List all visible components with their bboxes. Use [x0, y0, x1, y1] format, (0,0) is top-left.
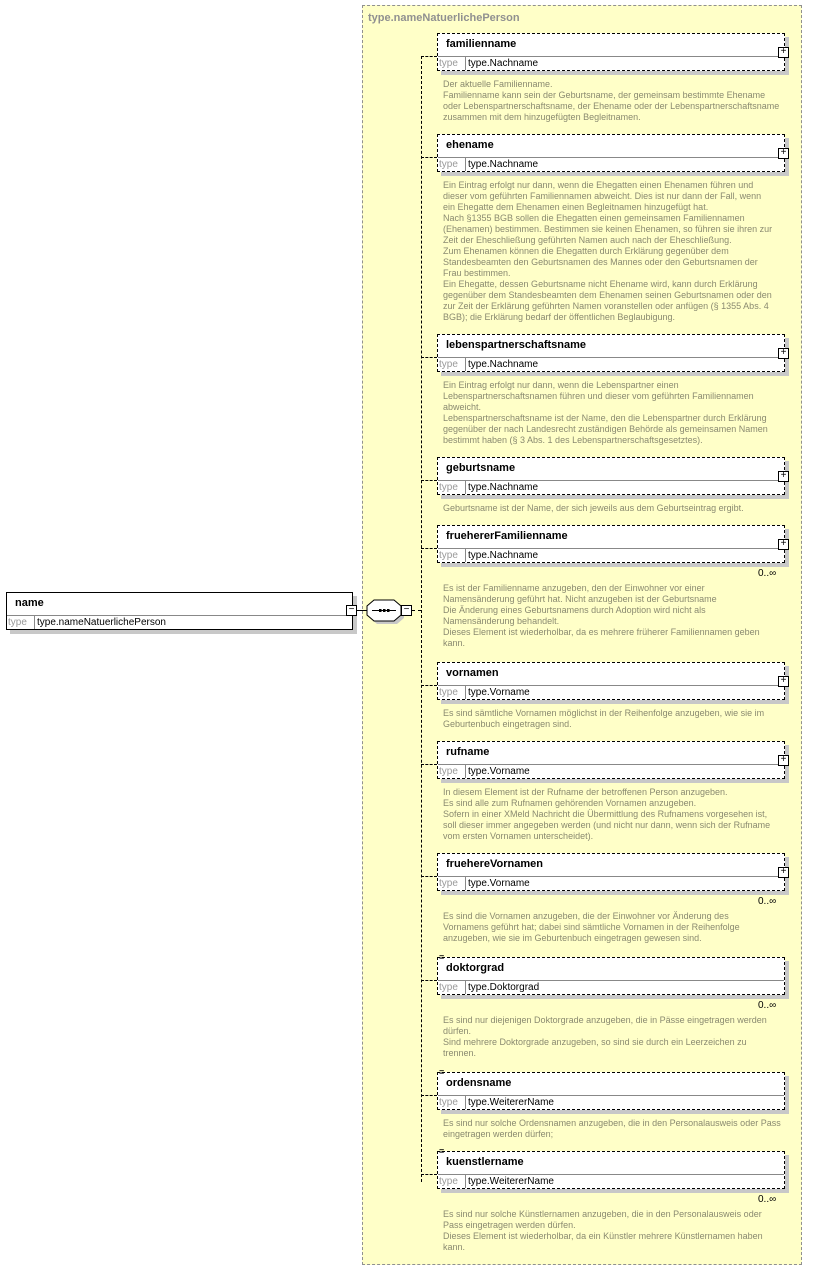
divider	[465, 480, 466, 494]
expand-plus-icon[interactable]: +	[778, 471, 789, 482]
element-documentation: Es sind nur solche Ordensnamen anzugeben, die in den Personalausweis oder Pass eingetragen werden dürfen;	[443, 1118, 781, 1139]
element-documentation: Es sind nur solche Künstlernamen anzugeben, die in den Personalausweis oder Pass eingetragen werden dürfen. Dieses Element ist wiederholbar, da ein Künstler mehrere Künstlernamen haben kann.	[443, 1209, 763, 1252]
type-value: type.Vorname	[468, 766, 530, 777]
collapse-minus-icon[interactable]: −	[346, 605, 357, 616]
type-label: type	[439, 159, 458, 170]
element-vornamen[interactable]	[437, 662, 785, 700]
divider	[438, 357, 784, 358]
element-name: fruehererFamilienname	[446, 530, 568, 542]
element-rufname[interactable]	[437, 741, 785, 779]
divider	[438, 1174, 784, 1175]
divider	[438, 980, 784, 981]
element-ordensname[interactable]	[437, 1067, 785, 1110]
type-label: type	[8, 617, 27, 628]
sequence-compositor-icon[interactable]	[366, 598, 406, 628]
type-label: type	[439, 58, 458, 69]
element-name: ehename	[446, 139, 494, 151]
type-label: type	[439, 1176, 458, 1187]
cardinality-label: 0..∞	[758, 568, 777, 579]
divider	[465, 764, 466, 778]
element-documentation: Ein Eintrag erfolgt nur dann, wenn die Ehegatten einen Ehenamen führen und dieser vom geführten Familiennamen abweicht. Dies ist nur dann der Fall, wenn ein Ehegatte dem Ehenamen einen Begleitnamen hinzugefügt hat. Nach §1355 BGB sollen die Ehegatten einen gemeinsamen Familiennamen (Ehenamen) bestimmen. Bestimmen sie keinen Ehenamen, so führen sie ihren zur Zeit der Eheschließung geführten Namen auch nach der Eheschließung. Zum Ehenamen können die Ehegatten durch Erklärung gegenüber dem Standesbeamten den Geburtsnamen des Mannes oder den Geburtsnamen der Frau bestimmen. Ein Ehegatte, dessen Geburtsname nicht Ehename wird, kann durch Erklärung gegenüber dem Standesbeamten dem Ehenamen seinen Geburtsnamen oder den zur Zeit der Erklärung geführten Namen voranstellen oder anfügen (§ 1355 Abs. 4 BGB); die Erklärung bedarf der öffentlichen Beglaubigung.	[443, 180, 773, 322]
divider	[465, 1174, 466, 1188]
divider	[465, 1095, 466, 1109]
divider	[438, 480, 784, 481]
element-name: ordensname	[446, 1077, 512, 1089]
divider	[438, 685, 784, 686]
type-value: type.Nachname	[468, 159, 539, 170]
type-label: type	[439, 687, 458, 698]
divider	[438, 764, 784, 765]
element-name: vornamen	[446, 667, 499, 679]
type-label: type	[439, 878, 458, 889]
type-label: type	[439, 766, 458, 777]
element-name: familienname	[446, 38, 517, 50]
divider	[438, 1095, 784, 1096]
type-value: type.WeitererName	[468, 1176, 554, 1187]
connector-line	[421, 1095, 437, 1096]
element-name: kuenstlername	[446, 1156, 524, 1168]
connector-line	[421, 764, 437, 765]
element-name: name	[15, 597, 44, 609]
connector-line	[421, 357, 437, 358]
expand-plus-icon[interactable]: +	[778, 148, 789, 159]
expand-plus-icon[interactable]: +	[778, 539, 789, 550]
element-name: doktorgrad	[446, 962, 505, 974]
type-value: type.Doktorgrad	[468, 982, 540, 993]
expand-plus-icon[interactable]: +	[778, 676, 789, 687]
documentation-lines-icon: ≡	[439, 952, 445, 962]
element-documentation: Geburtsname ist der Name, der sich jeweils aus dem Geburtseintrag ergibt.	[443, 503, 744, 513]
divider	[465, 548, 466, 562]
element-documentation: Es sind die Vornamen anzugeben, die der Einwohner vor Änderung des Vornamens geführt hat; dabei sind sämtliche Vornamen in der Reihenfolge anzugeben, wie sie im Geburtenbuch eingetragen gewesen sind.	[443, 911, 740, 943]
divider	[438, 548, 784, 549]
type-value: type.Vorname	[468, 687, 530, 698]
divider	[465, 56, 466, 70]
element-documentation: In diesem Element ist der Rufname der betroffenen Person anzugeben. Es sind alle zum Rufnamen gehörenden Vornamen anzugeben. Sofern in einer XMeld Nachricht die Übermittlung des Rufnamens vorgesehen ist, soll dieser immer angegeben werden (und nicht nur dann, wenn sich der Rufname vom ersten Vornamen unterscheidet).	[443, 787, 771, 841]
element-ehename[interactable]	[437, 134, 785, 172]
element-geburtsname[interactable]	[437, 457, 785, 495]
element-kuenstlername[interactable]	[437, 1146, 785, 1189]
connector-line	[421, 548, 437, 549]
divider	[34, 615, 35, 629]
type-value: type.WeitererName	[468, 1097, 554, 1108]
expand-plus-icon[interactable]: +	[778, 47, 789, 58]
divider	[465, 980, 466, 994]
connector-line	[421, 480, 437, 481]
expand-plus-icon[interactable]: +	[778, 755, 789, 766]
divider	[465, 357, 466, 371]
divider	[438, 157, 784, 158]
expand-plus-icon[interactable]: +	[778, 348, 789, 359]
root-element-name[interactable]	[6, 592, 353, 630]
element-documentation: Es sind sämtliche Vornamen möglichst in der Reihenfolge anzugeben, wie sie im Geburtenbuch eingetragen sind.	[443, 708, 765, 729]
sequence-branch-line	[421, 56, 422, 1182]
element-name: fruehereVornamen	[446, 858, 543, 870]
type-label: type	[439, 482, 458, 493]
connector-line	[421, 980, 437, 981]
type-label: type	[439, 550, 458, 561]
connector-line	[421, 157, 437, 158]
expand-plus-icon[interactable]: +	[778, 867, 789, 878]
cardinality-label: 0..∞	[758, 1194, 777, 1205]
type-value: type.Vorname	[468, 878, 530, 889]
type-label: type	[439, 359, 458, 370]
complex-type-title: type.nameNatuerlichePerson	[368, 12, 520, 24]
element-fruehererFamilienname[interactable]	[437, 525, 785, 563]
connector-line	[421, 685, 437, 686]
connector-line	[421, 876, 437, 877]
element-documentation: Es ist der Familienname anzugeben, den der Einwohner vor einer Namensänderung geführt hat. Nicht anzugeben ist der Geburtsname Die Änderung eines Geburtsnamens durch Adoption wird nicht als Namensänderung behandelt. Dieses Element ist wiederholbar, da es mehrere früherer Familiennamen geben kann.	[443, 583, 760, 648]
type-label: type	[439, 1097, 458, 1108]
element-documentation: Der aktuelle Familienname. Familienname kann sein der Geburtsname, der gemeinsam bestimmte Ehename oder Lebenspartnerschaftsname, der Ehename oder der Lebenspartnerschaftsname zusammen mit dem hinzugefügten Begleitnamen.	[443, 79, 780, 122]
cardinality-label: 0..∞	[758, 896, 777, 907]
documentation-lines-icon: ≡	[439, 1067, 445, 1077]
element-documentation: Ein Eintrag erfolgt nur dann, wenn die Lebenspartner einen Lebenspartnerschaftsnamen führen und dieser vom geführten Familiennamen abweicht. Lebenspartnerschaftsname ist der Name, den die Lebenspartner durch Erklärung gegenüber der nach Landesrecht zuständigen Behörde als gemeinsamen Namen bestimmt haben (§ 3 Abs. 1 des Lebenspartnerschaftsgesetztes).	[443, 380, 768, 445]
divider	[465, 157, 466, 171]
divider	[465, 876, 466, 890]
element-doktorgrad[interactable]	[437, 952, 785, 995]
element-fruehereVornamen[interactable]	[437, 853, 785, 891]
element-name: lebenspartnerschaftsname	[446, 339, 586, 351]
collapse-minus-icon[interactable]: −	[401, 605, 412, 616]
cardinality-label: 0..∞	[758, 1000, 777, 1011]
element-familienname[interactable]	[437, 33, 785, 71]
type-value: type.Nachname	[468, 550, 539, 561]
divider	[438, 876, 784, 877]
divider	[7, 615, 352, 616]
element-name: geburtsname	[446, 462, 516, 474]
type-value: type.Nachname	[468, 359, 539, 370]
element-name: rufname	[446, 746, 490, 758]
divider	[465, 685, 466, 699]
type-value: type.Nachname	[468, 58, 539, 69]
connector-line	[421, 56, 437, 57]
connector-line	[412, 610, 421, 611]
element-lebenspartnerschaftsname[interactable]	[437, 334, 785, 372]
divider	[438, 56, 784, 57]
connector-line	[421, 1174, 437, 1175]
documentation-lines-icon: ≡	[439, 1146, 445, 1156]
element-documentation: Es sind nur diejenigen Doktorgrade anzugeben, die in Pässe eingetragen werden dürfen. Sind mehrere Doktorgrade anzugeben, so sind sie durch ein Leerzeichen zu trennen.	[443, 1015, 767, 1058]
type-value: type.nameNatuerlichePerson	[37, 617, 166, 628]
type-label: type	[439, 982, 458, 993]
type-value: type.Nachname	[468, 482, 539, 493]
